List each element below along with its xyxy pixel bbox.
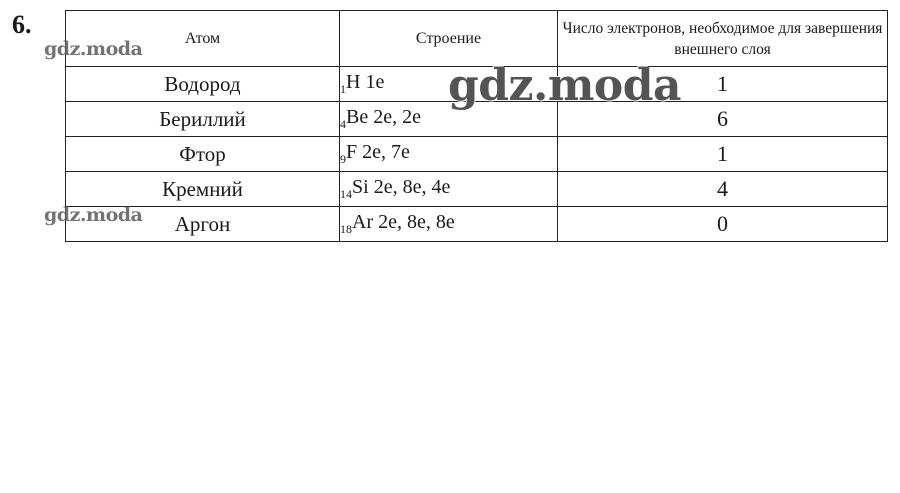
electrons-needed: 1 [558, 67, 888, 102]
atom-structure [340, 102, 558, 137]
watermark-logo: gdz.moda [44, 204, 143, 226]
atom-structure [340, 137, 558, 172]
table-row [66, 172, 888, 207]
electron-shells: 1e [365, 71, 385, 93]
atom-structure-table [65, 10, 888, 242]
table-row [66, 67, 888, 102]
element-symbol: F [346, 141, 358, 163]
atom-name: Кремний [66, 172, 340, 207]
table-header-row [66, 11, 888, 67]
electrons-needed: 4 [558, 172, 888, 207]
electrons-needed: 0 [558, 207, 888, 242]
element-symbol: Be [346, 106, 369, 128]
atom-name: Водород [66, 67, 340, 102]
element-symbol: Ar [352, 211, 374, 233]
atom-structure [340, 207, 558, 242]
watermark-logo: gdz.moda [448, 60, 682, 111]
atom-name: Фтор [66, 137, 340, 172]
atomic-number: 1 [340, 82, 346, 96]
header-electrons-needed: Число электронов, необходимое для завершения внешнего слоя [558, 11, 888, 67]
element-symbol: Si [352, 176, 369, 198]
watermark-logo: gdz.moda [44, 38, 143, 60]
atom-name: Бериллий [66, 102, 340, 137]
atomic-number: 14 [340, 187, 352, 201]
header-atom: Атом [66, 11, 340, 67]
atom-structure [340, 67, 558, 102]
element-symbol: H [346, 71, 361, 93]
atomic-number: 4 [340, 117, 346, 131]
table-row [66, 207, 888, 242]
electron-shells: 2e, 2e [373, 106, 421, 128]
atom-structure [340, 172, 558, 207]
atomic-number: 18 [340, 222, 352, 236]
electron-shells: 2e, 7e [362, 141, 410, 163]
task-number: 6. [12, 10, 32, 39]
electron-shells: 2e, 8e, 8e [378, 211, 455, 233]
electrons-needed: 1 [558, 137, 888, 172]
atomic-number: 9 [340, 152, 346, 166]
table-row [66, 102, 888, 137]
electrons-needed: 6 [558, 102, 888, 137]
atom-name: Аргон [66, 207, 340, 242]
header-structure: Строение [340, 11, 558, 67]
electron-shells: 2e, 8e, 4e [373, 176, 451, 198]
table-row [66, 137, 888, 172]
